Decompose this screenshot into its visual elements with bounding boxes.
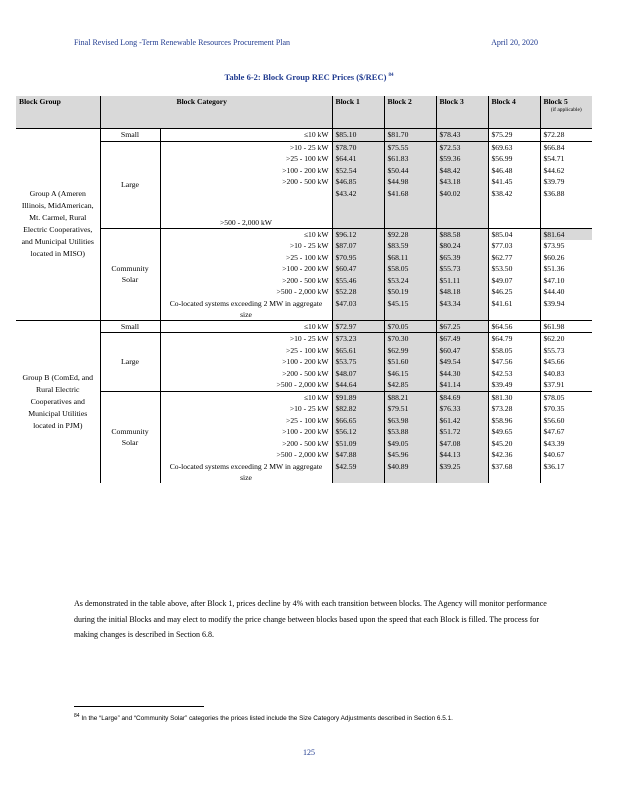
price-cell: $52.28 (332, 286, 384, 298)
footnote-marker: 84 (74, 713, 80, 719)
caption-text: Table 6-2: Block Group REC Prices ($/REC) (224, 72, 387, 82)
size-range-cell: >100 - 200 kW (160, 165, 332, 177)
price-cell: $51.09 (332, 438, 384, 450)
price-cell: $42.59 (332, 461, 384, 483)
price-cell: $76.33 (436, 403, 488, 415)
price-cell: $55.73 (543, 345, 565, 355)
size-range-cell: ≤10 kW (160, 320, 332, 333)
size-range-cell: ≤10 kW (160, 129, 332, 142)
price-cell: $39.49 (488, 379, 540, 391)
price-cell: $53.24 (384, 275, 436, 287)
price-cell: $41.61 (488, 298, 540, 321)
price-cell: $73.28 (488, 403, 540, 415)
header-block-5-note: (if applicable) (550, 107, 582, 113)
price-cell: $46.48 (488, 165, 540, 177)
footnote (74, 713, 554, 722)
price-cell: $64.41 (332, 153, 384, 165)
price-cell: $69.63 (488, 141, 540, 153)
price-cell: $44.40 (543, 287, 565, 297)
page-number: 125 (303, 748, 315, 757)
size-range-cell: >10 - 25 kW (160, 240, 332, 252)
size-range-cell: >500 - 2,000 kW (160, 286, 332, 298)
size-range-cell: >500 - 2,000 kW (160, 188, 332, 229)
price-cell: $83.59 (384, 240, 436, 252)
price-cell: $41.68 (384, 188, 436, 229)
price-cell: $92.28 (384, 228, 436, 240)
price-cell: $41.45 (488, 176, 540, 188)
price-cell: $48.42 (436, 165, 488, 177)
price-cell: $88.58 (436, 228, 488, 240)
size-range-cell: >500 - 2,000 kW (160, 449, 332, 461)
price-cell: $60.26 (543, 252, 565, 262)
price-cell: $43.39 (543, 438, 565, 448)
footnote-rule (74, 706, 204, 707)
price-cell: $44.13 (436, 449, 488, 461)
price-cell: $65.39 (436, 252, 488, 264)
block-category-label: Small (100, 320, 160, 333)
price-cell: $47.67 (543, 427, 565, 437)
price-cell: $51.60 (384, 356, 436, 368)
price-cell: $91.89 (332, 391, 384, 403)
price-cell: $67.49 (436, 333, 488, 345)
size-range-cell: >200 - 500 kW (160, 275, 332, 287)
price-cell: $49.07 (488, 275, 540, 287)
price-cell: $55.73 (436, 263, 488, 275)
price-cell: $81.64 (540, 228, 592, 240)
price-cell: $46.25 (488, 286, 540, 298)
price-cell: $44.30 (436, 368, 488, 380)
block-category-label: Community Solar (100, 228, 160, 320)
price-cell: $49.54 (436, 356, 488, 368)
price-cell: $63.98 (384, 415, 436, 427)
price-cell: $50.44 (384, 165, 436, 177)
price-cell: $61.42 (436, 415, 488, 427)
price-cell: $44.98 (384, 176, 436, 188)
table-row (16, 333, 592, 345)
price-cell: $48.18 (436, 286, 488, 298)
price-cell: $45.96 (384, 449, 436, 461)
size-range-cell: >100 - 200 kW (160, 263, 332, 275)
block-category-label: Large (100, 333, 160, 392)
price-cell: $60.47 (332, 263, 384, 275)
price-cell: $43.18 (436, 176, 488, 188)
price-cell: $58.05 (384, 263, 436, 275)
price-cell: $43.34 (436, 298, 488, 321)
block-group-label: Group B (ComEd, and Rural Electric Cooperatives and Municipal Utilities located in PJM) (16, 320, 100, 483)
price-cell: $54.71 (543, 154, 565, 164)
table-row (16, 129, 592, 142)
price-cell: $46.85 (332, 176, 384, 188)
price-cell: $77.03 (488, 240, 540, 252)
price-cell: $88.21 (384, 391, 436, 403)
price-cell: $62.99 (384, 345, 436, 357)
price-cell: $56.60 (543, 415, 565, 425)
price-cell: $48.07 (332, 368, 384, 380)
price-cell: $47.10 (543, 275, 565, 285)
price-cell: $59.36 (436, 153, 488, 165)
price-cell: $70.30 (384, 333, 436, 345)
price-cell: $66.84 (540, 141, 592, 153)
price-cell: $75.29 (488, 129, 540, 142)
price-cell: $61.83 (384, 153, 436, 165)
size-range-cell: >500 - 2,000 kW (160, 379, 332, 391)
size-range-cell: >10 - 25 kW (160, 141, 332, 153)
price-cell: $45.15 (384, 298, 436, 321)
price-cell: $42.53 (488, 368, 540, 380)
price-cell: $67.25 (436, 320, 488, 333)
price-cell: $73.95 (543, 241, 565, 251)
header-block-category: Block Category (100, 96, 332, 129)
price-cell: $96.12 (332, 228, 384, 240)
price-cell: $66.65 (332, 415, 384, 427)
header-block-2: Block 2 (384, 96, 436, 129)
price-cell: $64.79 (488, 333, 540, 345)
price-cell: $39.79 (543, 177, 565, 187)
size-range-cell: Co-located systems exceeding 2 MW in aggregate size (160, 461, 332, 483)
price-cell: $56.12 (332, 426, 384, 438)
table-row (16, 391, 592, 403)
price-cell: $78.43 (436, 129, 488, 142)
body-paragraph: As demonstrated in the table above, after Block 1, prices decline by 4% with each transition between blocks. The Agency will monitor performance during the initial Blocks and may elect to modify the price change between blocks based upon the speed that each Block is filled. The process for making changes is described in Section 6.8. (74, 599, 547, 639)
size-range-cell: >100 - 200 kW (160, 426, 332, 438)
size-range-cell: >25 - 100 kW (160, 345, 332, 357)
caption-footnote-ref: 84 (388, 73, 394, 79)
price-cell: $45.20 (488, 438, 540, 450)
price-cell: $79.51 (384, 403, 436, 415)
price-cell: $82.82 (332, 403, 384, 415)
price-cell: $72.97 (332, 320, 384, 333)
price-cell: $85.04 (488, 228, 540, 240)
price-cell: $85.10 (332, 129, 384, 142)
price-cell: $36.88 (543, 188, 565, 198)
price-cell: $51.11 (436, 275, 488, 287)
price-cell: $75.55 (384, 141, 436, 153)
block-category-label: Small (100, 129, 160, 142)
block-group-label: Group A (Ameren Illinois, MidAmerican, Mt. Carmel, Rural Electric Cooperatives, and Municipal Utilities located in MISO) (16, 129, 100, 321)
price-cell: $38.42 (488, 188, 540, 229)
price-cell: $36.17 (543, 461, 565, 471)
price-cell: $37.68 (488, 461, 540, 483)
size-range-cell: Co-located systems exceeding 2 MW in aggregate size (160, 298, 332, 321)
price-cell: $51.72 (436, 426, 488, 438)
rec-price-table (16, 96, 592, 483)
header-block-5-label: Block 5 (543, 97, 568, 106)
price-cell: $45.66 (543, 357, 565, 367)
price-cell: $40.83 (543, 368, 565, 378)
price-cell: $55.46 (332, 275, 384, 287)
price-cell: $58.96 (488, 415, 540, 427)
price-cell: $41.14 (436, 379, 488, 391)
header-left: Final Revised Long -Term Renewable Resources Procurement Plan (74, 38, 291, 47)
price-cell: $52.54 (332, 165, 384, 177)
price-cell: $58.05 (488, 345, 540, 357)
header-block-5 (540, 96, 592, 129)
header-date: April 20, 2020 (491, 38, 538, 47)
footnote-text: In the “Large” and “Community Solar” categories the prices listed include the Size Category Adjustments described in Section 6.5.1. (81, 715, 453, 723)
size-range-cell: >200 - 500 kW (160, 438, 332, 450)
price-cell: $37.91 (543, 380, 565, 390)
size-range-cell: ≤10 kW (160, 228, 332, 240)
price-cell: $49.05 (384, 438, 436, 450)
size-range-cell: >200 - 500 kW (160, 368, 332, 380)
price-cell: $84.69 (436, 391, 488, 403)
price-cell: $78.05 (540, 391, 592, 403)
block-category-label: Community Solar (100, 391, 160, 483)
price-cell: $53.75 (332, 356, 384, 368)
price-cell: $81.30 (488, 391, 540, 403)
price-cell: $62.20 (540, 333, 592, 345)
price-cell: $70.05 (384, 320, 436, 333)
size-range-cell: ≤10 kW (160, 391, 332, 403)
price-cell: $39.25 (436, 461, 488, 483)
table-header-row (16, 96, 592, 129)
size-range-cell: >10 - 25 kW (160, 403, 332, 415)
price-cell: $39.94 (543, 298, 565, 308)
price-cell: $61.98 (540, 320, 592, 333)
table-row (16, 320, 592, 333)
price-cell: $72.53 (436, 141, 488, 153)
price-cell: $44.64 (332, 379, 384, 391)
price-cell: $40.89 (384, 461, 436, 483)
price-cell: $49.65 (488, 426, 540, 438)
price-cell: $64.56 (488, 320, 540, 333)
price-cell: $51.36 (543, 264, 565, 274)
price-cell: $47.56 (488, 356, 540, 368)
price-cell: $68.11 (384, 252, 436, 264)
price-cell: $43.42 (332, 188, 384, 229)
price-cell: $73.23 (332, 333, 384, 345)
table-row (16, 141, 592, 153)
table-row (16, 228, 592, 240)
price-cell: $40.67 (543, 450, 565, 460)
price-cell: $46.15 (384, 368, 436, 380)
price-cell: $47.08 (436, 438, 488, 450)
header-block-3: Block 3 (436, 96, 488, 129)
price-cell: $70.95 (332, 252, 384, 264)
size-range-cell: >10 - 25 kW (160, 333, 332, 345)
price-cell: $62.77 (488, 252, 540, 264)
price-cell: $53.50 (488, 263, 540, 275)
price-cell: $44.62 (543, 165, 565, 175)
price-cell: $40.02 (436, 188, 488, 229)
price-cell: $72.28 (540, 129, 592, 142)
header-block-group: Block Group (16, 96, 100, 129)
size-range-cell: >25 - 100 kW (160, 415, 332, 427)
price-cell: $60.47 (436, 345, 488, 357)
size-range-cell: >25 - 100 kW (160, 153, 332, 165)
size-range-cell: >200 - 500 kW (160, 176, 332, 188)
price-cell: $78.70 (332, 141, 384, 153)
price-cell: $50.19 (384, 286, 436, 298)
price-cell: $53.88 (384, 426, 436, 438)
price-cell: $42.36 (488, 449, 540, 461)
price-cell: $70.35 (543, 404, 565, 414)
price-cell: $87.07 (332, 240, 384, 252)
price-cell: $80.24 (436, 240, 488, 252)
header-block-4: Block 4 (488, 96, 540, 129)
price-cell: $47.88 (332, 449, 384, 461)
table-caption (0, 72, 618, 82)
price-cell: $42.85 (384, 379, 436, 391)
block-category-label: Large (100, 141, 160, 228)
size-range-cell: >100 - 200 kW (160, 356, 332, 368)
size-range-cell: >25 - 100 kW (160, 252, 332, 264)
price-cell: $56.99 (488, 153, 540, 165)
price-cell: $65.61 (332, 345, 384, 357)
price-cell: $47.03 (332, 298, 384, 321)
price-cell: $81.70 (384, 129, 436, 142)
header-block-1: Block 1 (332, 96, 384, 129)
